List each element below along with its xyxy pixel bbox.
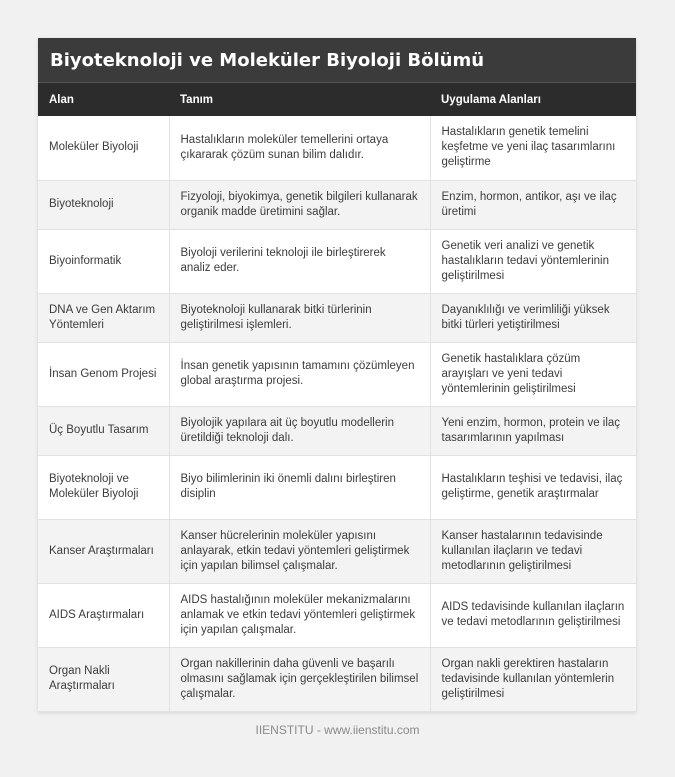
cell-tanim: Biyoteknoloji kullanarak bitki türlerinin geliştirilmesi işlemleri. (169, 293, 430, 342)
table-row (38, 519, 636, 583)
cell-tanim: İnsan genetik yapısının tamamını çözümleyen global araştırma projesi. (169, 342, 430, 406)
cell-uygulama: Genetik veri analizi ve genetik hastalıkların tedavi yöntemlerinin geliştirilmesi (430, 229, 636, 293)
cell-tanim: Biyoloji verilerini teknoloji ile birleştirerek analiz eder. (169, 229, 430, 293)
header-row (38, 83, 636, 117)
cell-alan: Moleküler Biyoloji (38, 116, 169, 180)
table-title: Biyoteknoloji ve Moleküler Biyoloji Bölümü (50, 49, 485, 71)
cell-uygulama: Dayanıklılığı ve verimliliği yüksek bitki türleri yetiştirilmesi (430, 293, 636, 342)
cell-alan: Biyoteknoloji (38, 180, 169, 229)
column-header-tanim: Tanım (169, 83, 430, 117)
data-table (38, 82, 636, 712)
table-row (38, 455, 636, 519)
title-bar (38, 38, 636, 82)
table-row (38, 180, 636, 229)
cell-tanim: Biyolojik yapılara ait üç boyutlu modellerin üretildiği teknoloji dalı. (169, 406, 430, 455)
column-header-uygulama: Uygulama Alanları (430, 83, 636, 117)
table-row (38, 229, 636, 293)
cell-alan: AIDS Araştırmaları (38, 583, 169, 647)
cell-alan: Kanser Araştırmaları (38, 519, 169, 583)
cell-tanim: Organ nakillerinin daha güvenli ve başarılı olmasını sağlamak için gerçekleştirilen bilimsel çalışmalar. (169, 647, 430, 711)
cell-alan: Organ Nakli Araştırmaları (38, 647, 169, 711)
cell-uygulama: Hastalıkların genetik temelini keşfetme ve yeni ilaç tasarımlarını geliştirme (430, 116, 636, 180)
table-row (38, 406, 636, 455)
footer-credit: IIENSTITU - www.iienstitu.com (255, 723, 420, 737)
cell-alan: Biyoinformatik (38, 229, 169, 293)
cell-uygulama: Enzim, hormon, antikor, aşı ve ilaç üretimi (430, 180, 636, 229)
cell-tanim: Kanser hücrelerinin moleküler yapısını anlayarak, etkin tedavi yöntemleri geliştirmek için yapılan bilimsel çalışmalar. (169, 519, 430, 583)
cell-alan: Üç Boyutlu Tasarım (38, 406, 169, 455)
cell-uygulama: Genetik hastalıklara çözüm arayışları ve yeni tedavi yöntemlerinin geliştirilmesi (430, 342, 636, 406)
table-row (38, 647, 636, 711)
cell-tanim: AIDS hastalığının moleküler mekanizmalarını anlamak ve etkin tedavi yöntemleri geliştirmek için yapılan çalışmalar. (169, 583, 430, 647)
table-row (38, 116, 636, 180)
cell-tanim: Fizyoloji, biyokimya, genetik bilgileri kullanarak organik madde üretimini sağlar. (169, 180, 430, 229)
cell-uygulama: Hastalıkların teşhisi ve tedavisi, ilaç geliştirme, genetik araştırmalar (430, 455, 636, 519)
cell-alan: DNA ve Gen Aktarım Yöntemleri (38, 293, 169, 342)
cell-uygulama: Yeni enzim, hormon, protein ve ilaç tasarımlarının yapılması (430, 406, 636, 455)
cell-uygulama: Kanser hastalarının tedavisinde kullanılan ilaçların ve tedavi metodlarının geliştirilmesi (430, 519, 636, 583)
cell-tanim: Biyo bilimlerinin iki önemli dalını birleştiren disiplin (169, 455, 430, 519)
cell-tanim: Hastalıkların moleküler temellerini ortaya çıkararak çözüm sunan bilim dalıdır. (169, 116, 430, 180)
table-row (38, 293, 636, 342)
cell-uygulama: Organ nakli gerektiren hastaların tedavisinde kullanılan yöntemlerin geliştirilmesi (430, 647, 636, 711)
cell-uygulama: AIDS tedavisinde kullanılan ilaçların ve tedavi metodlarının geliştirilmesi (430, 583, 636, 647)
table-row (38, 342, 636, 406)
cell-alan: İnsan Genom Projesi (38, 342, 169, 406)
table-row (38, 583, 636, 647)
column-header-alan: Alan (38, 83, 169, 117)
cell-alan: Biyoteknoloji ve Moleküler Biyoloji (38, 455, 169, 519)
table-card (38, 38, 636, 712)
